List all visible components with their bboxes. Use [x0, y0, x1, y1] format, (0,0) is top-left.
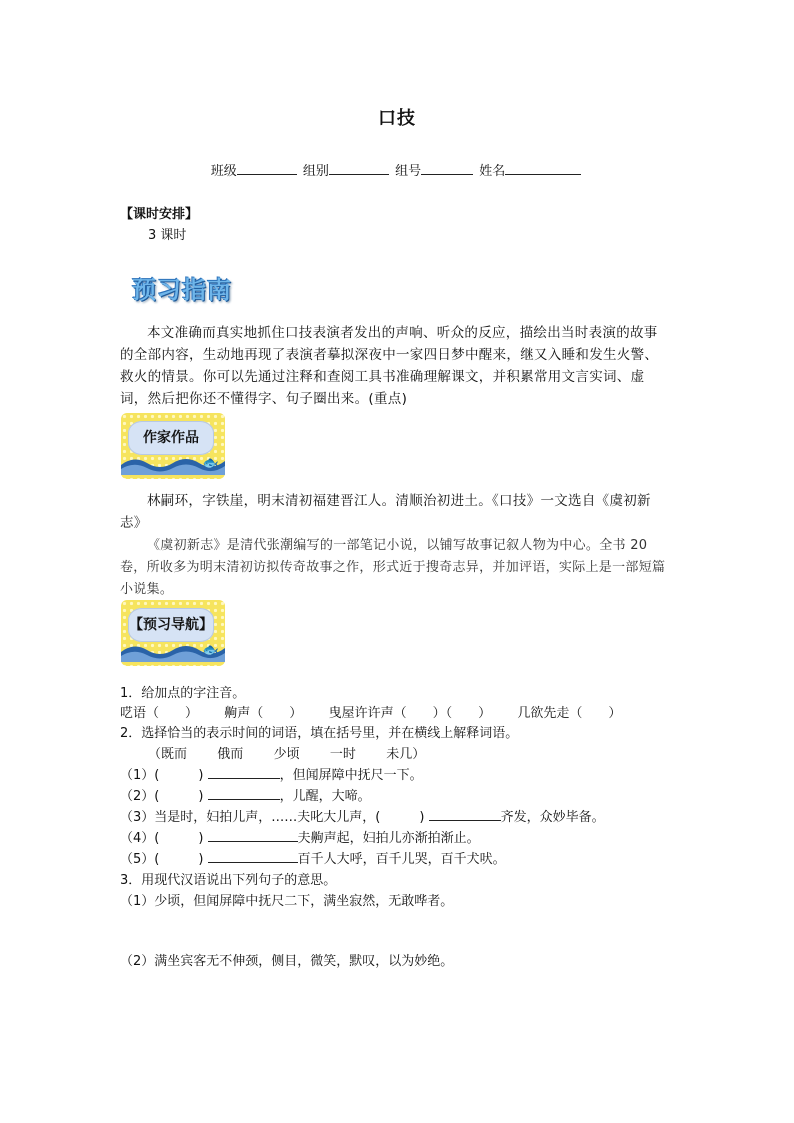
page-title: 口技 [378, 108, 416, 129]
name-blank[interactable] [505, 160, 581, 175]
number-blank[interactable] [421, 160, 473, 175]
answer-blank[interactable] [208, 766, 280, 779]
student-info-line [0, 160, 794, 179]
author-works-label: 作家作品 [143, 430, 199, 446]
preview-guide-text: 本文准确而真实地抓住口技表演者发出的声响、听众的反应，描绘出当时表演的故事的全部内容，生动地再现了表演者摹拟深夜中一家四日梦中醒来，继又入睡和发生火警、救火的情景。你可以先通过注释和查阅工具书准确理解课文，并积累常用文言实词、虚词，然后把你还不懂得字、句子圈出来。(重点) [120, 325, 659, 407]
q3-sentence-1: （1）少顷，但闻屏障中抚尺二下，满坐寂然，无敢哗者。 [120, 894, 454, 909]
q1-item[interactable]: 呓语（ ） [120, 706, 199, 721]
q1-items [120, 702, 621, 721]
q2-item-3: （3）当是时，妇拍儿声，……夫叱大儿声，( ) 齐发，众妙毕备。 [120, 810, 605, 825]
name-label: 姓名 [479, 164, 506, 179]
q1-item[interactable]: 齁声（ ） [224, 706, 303, 721]
q3-sentence-2: （2）满坐宾客无不伸颈，侧目，微笑，默叹，以为妙绝。 [120, 954, 454, 969]
group-label: 组别 [302, 164, 329, 179]
author-works-badge [121, 413, 225, 479]
q2-item-1: （1）( ) ，但闻屏障中抚尺一下。 [120, 768, 423, 783]
answer-blank[interactable] [429, 808, 501, 821]
q2-option: 一时 [329, 747, 356, 762]
q2-option: 少顷 [273, 747, 300, 762]
answer-blank[interactable] [208, 850, 298, 863]
q2-option: 俄而 [217, 747, 244, 762]
answer-blank[interactable] [208, 787, 280, 800]
q2-item-2: （2）( ) ，儿醒，大啼。 [120, 789, 371, 804]
author-paragraph-2: 《虞初新志》是清代张潮编写的一部笔记小说，以铺写故事记叙人物为中心。全书 20 卷，所收多为明末清初访拟传奇故事之作，形式近于搜奇志异，并加评语，实际上是一部短篇小说集。 [120, 538, 666, 597]
schedule-value: 3 课时 [148, 228, 187, 243]
author-paragraph-1: 林嗣环，字铁崖，明末清初福建晋江人。清顺治初进土。《口技》一文选自《虞初新志》 [120, 493, 651, 531]
class-blank[interactable] [237, 160, 297, 175]
q2-title: 2．选择恰当的表示时间的词语，填在括号里，并在横线上解释词语。 [120, 726, 519, 741]
q2-options [148, 743, 425, 762]
fish-icon: 🐟 [202, 456, 219, 471]
q1-item[interactable]: 几欲先走（ ） [517, 706, 622, 721]
number-label: 组号 [395, 164, 422, 179]
group-blank[interactable] [329, 160, 389, 175]
answer-blank[interactable] [208, 829, 298, 842]
q1-item[interactable]: 曳屋许许声（ ）（ ） [328, 706, 492, 721]
preview-navigation-label: 【预习导航】 [129, 617, 213, 633]
fish-icon: 🐟 [202, 643, 219, 658]
class-label: 班级 [210, 164, 237, 179]
preview-navigation-badge [121, 600, 225, 666]
preview-guide-banner: 预习指南 [132, 276, 232, 304]
q2-item-5: （5）( ) 百千人大呼，百千儿哭，百千犬吠。 [120, 852, 506, 867]
q2-option: 未几） [386, 747, 426, 762]
q2-item-4: （4）( ) 夫齁声起，妇拍儿亦渐拍渐止。 [120, 831, 480, 846]
schedule-heading: 【课时安排】 [120, 207, 199, 222]
q1-title: 1．给加点的字注音。 [120, 686, 246, 701]
q3-title: 3．用现代汉语说出下列句子的意思。 [120, 873, 337, 888]
q2-option: （既而 [148, 747, 188, 762]
